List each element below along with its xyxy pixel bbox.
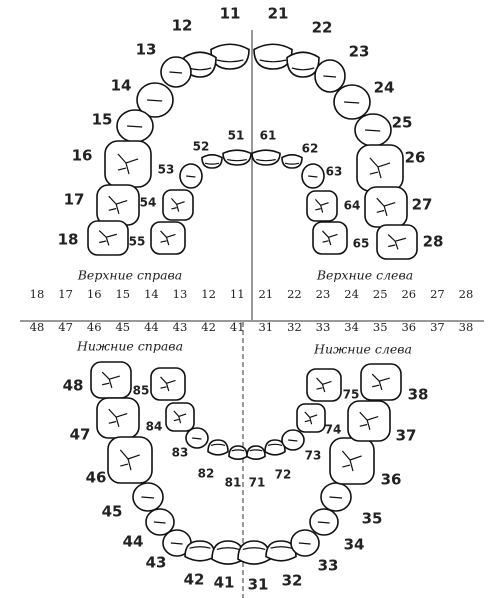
- tooth-16: [105, 141, 151, 187]
- tooth-label-75: 75: [342, 387, 360, 402]
- lower-row-35: 35: [372, 320, 388, 334]
- upper-row-27: 27: [430, 287, 445, 301]
- tooth-label-28: 28: [422, 232, 444, 251]
- upper-row-21: 21: [258, 287, 274, 301]
- tooth-label-73: 73: [304, 448, 322, 463]
- lower-row-43: 43: [172, 320, 188, 334]
- upper-row-14: 14: [144, 287, 159, 301]
- lower-row-34: 34: [344, 320, 359, 334]
- lower-row-33: 33: [315, 320, 331, 334]
- tooth-37: [348, 401, 390, 441]
- tooth-label-11: 11: [219, 4, 241, 23]
- tooth-label-18: 18: [57, 230, 79, 249]
- tooth-65: [313, 222, 347, 254]
- tooth-label-37: 37: [395, 426, 417, 445]
- tooth-label-22: 22: [311, 18, 333, 37]
- caption-lower-right: Нижние справа: [76, 338, 184, 354]
- tooth-label-46: 46: [85, 468, 107, 487]
- tooth-label-62: 62: [301, 141, 319, 156]
- lower-formula-row: [30, 320, 474, 334]
- tooth-81: [229, 446, 247, 459]
- tooth-label-33: 33: [317, 556, 339, 575]
- tooth-48: [91, 362, 131, 398]
- tooth-label-23: 23: [348, 42, 370, 61]
- tooth-label-36: 36: [380, 470, 402, 489]
- lower-row-36: 36: [401, 320, 417, 334]
- tooth-label-21: 21: [267, 4, 289, 23]
- tooth-47: [97, 398, 139, 438]
- lower-row-42: 42: [201, 320, 216, 334]
- tooth-61: [252, 150, 280, 165]
- tooth-label-48: 48: [62, 376, 84, 395]
- tooth-label-72: 72: [274, 467, 292, 482]
- upper-row-28: 28: [458, 287, 474, 301]
- lower-row-37: 37: [430, 320, 445, 334]
- lower-row-48: 48: [29, 320, 45, 334]
- upper-row-23: 23: [315, 287, 331, 301]
- tooth-label-32: 32: [281, 571, 303, 590]
- tooth-label-74: 74: [324, 422, 342, 437]
- tooth-54: [163, 190, 193, 220]
- caption-upper-left: Верхние слева: [316, 267, 414, 283]
- upper-row-13: 13: [172, 287, 188, 301]
- lower-row-44: 44: [144, 320, 159, 334]
- lower-row-45: 45: [115, 320, 131, 334]
- caption-lower-left: Нижние слева: [314, 341, 412, 357]
- tooth-64: [307, 191, 337, 221]
- tooth-label-47: 47: [69, 425, 91, 444]
- tooth-label-55: 55: [128, 234, 146, 249]
- tooth-11: [211, 44, 249, 69]
- lower-row-31: 31: [258, 320, 274, 334]
- upper-row-12: 12: [201, 287, 216, 301]
- tooth-label-64: 64: [343, 198, 361, 213]
- tooth-42: [185, 541, 215, 561]
- tooth-label-24: 24: [373, 78, 395, 97]
- tooth-label-42: 42: [183, 570, 205, 589]
- tooth-label-26: 26: [404, 148, 426, 167]
- tooth-label-41: 41: [213, 573, 235, 592]
- tooth-label-15: 15: [91, 110, 113, 129]
- tooth-62: [282, 155, 302, 168]
- tooth-85: [151, 368, 185, 400]
- tooth-36: [330, 438, 374, 484]
- tooth-52: [202, 155, 222, 168]
- upper-row-11: 11: [229, 287, 245, 301]
- tooth-82: [208, 440, 228, 455]
- tooth-label-82: 82: [197, 466, 215, 481]
- tooth-38: [361, 364, 401, 400]
- tooth-label-51: 51: [227, 128, 245, 143]
- lower-row-38: 38: [458, 320, 474, 334]
- tooth-label-31: 31: [247, 575, 269, 594]
- upper-row-18: 18: [29, 287, 45, 301]
- tooth-74: [297, 404, 325, 432]
- tooth-17: [97, 185, 139, 225]
- tooth-label-45: 45: [101, 502, 123, 521]
- tooth-21: [254, 44, 292, 69]
- tooth-label-61: 61: [259, 128, 277, 143]
- tooth-28: [377, 225, 417, 259]
- tooth-label-13: 13: [135, 40, 157, 59]
- tooth-label-34: 34: [343, 535, 365, 554]
- upper-row-17: 17: [58, 287, 73, 301]
- tooth-label-12: 12: [171, 16, 193, 35]
- tooth-label-54: 54: [139, 195, 157, 210]
- tooth-label-43: 43: [145, 553, 167, 572]
- tooth-label-63: 63: [325, 164, 343, 179]
- tooth-46: [108, 437, 152, 483]
- tooth-label-65: 65: [352, 236, 370, 251]
- tooth-label-44: 44: [122, 532, 144, 551]
- tooth-31: [238, 541, 270, 564]
- tooth-label-53: 53: [157, 162, 175, 177]
- tooth-label-38: 38: [407, 385, 429, 404]
- upper-row-15: 15: [115, 287, 131, 301]
- tooth-label-52: 52: [192, 139, 210, 154]
- tooth-label-17: 17: [63, 190, 85, 209]
- tooth-26: [357, 145, 403, 191]
- upper-row-25: 25: [372, 287, 388, 301]
- tooth-55: [151, 222, 185, 254]
- tooth-22: [287, 52, 319, 77]
- tooth-84: [166, 403, 194, 431]
- tooth-label-84: 84: [145, 419, 163, 434]
- lower-row-41: 41: [229, 320, 245, 334]
- tooth-27: [365, 187, 407, 227]
- lower-row-47: 47: [58, 320, 73, 334]
- tooth-18: [88, 221, 128, 255]
- tooth-label-71: 71: [248, 475, 266, 490]
- upper-row-22: 22: [287, 287, 302, 301]
- tooth-label-85: 85: [132, 383, 150, 398]
- tooth-75: [307, 369, 341, 401]
- lower-row-32: 32: [287, 320, 302, 334]
- tooth-51: [223, 150, 251, 165]
- upper-row-26: 26: [401, 287, 417, 301]
- tooth-label-35: 35: [361, 509, 383, 528]
- tooth-label-27: 27: [411, 195, 433, 214]
- upper-row-24: 24: [344, 287, 359, 301]
- caption-upper-right: Верхние справа: [77, 267, 183, 283]
- upper-row-16: 16: [86, 287, 102, 301]
- tooth-label-25: 25: [391, 113, 413, 132]
- tooth-71: [247, 446, 265, 459]
- tooth-label-14: 14: [110, 76, 132, 95]
- tooth-label-81: 81: [224, 475, 242, 490]
- tooth-label-16: 16: [71, 146, 93, 165]
- tooth-label-83: 83: [171, 445, 189, 460]
- lower-row-46: 46: [86, 320, 102, 334]
